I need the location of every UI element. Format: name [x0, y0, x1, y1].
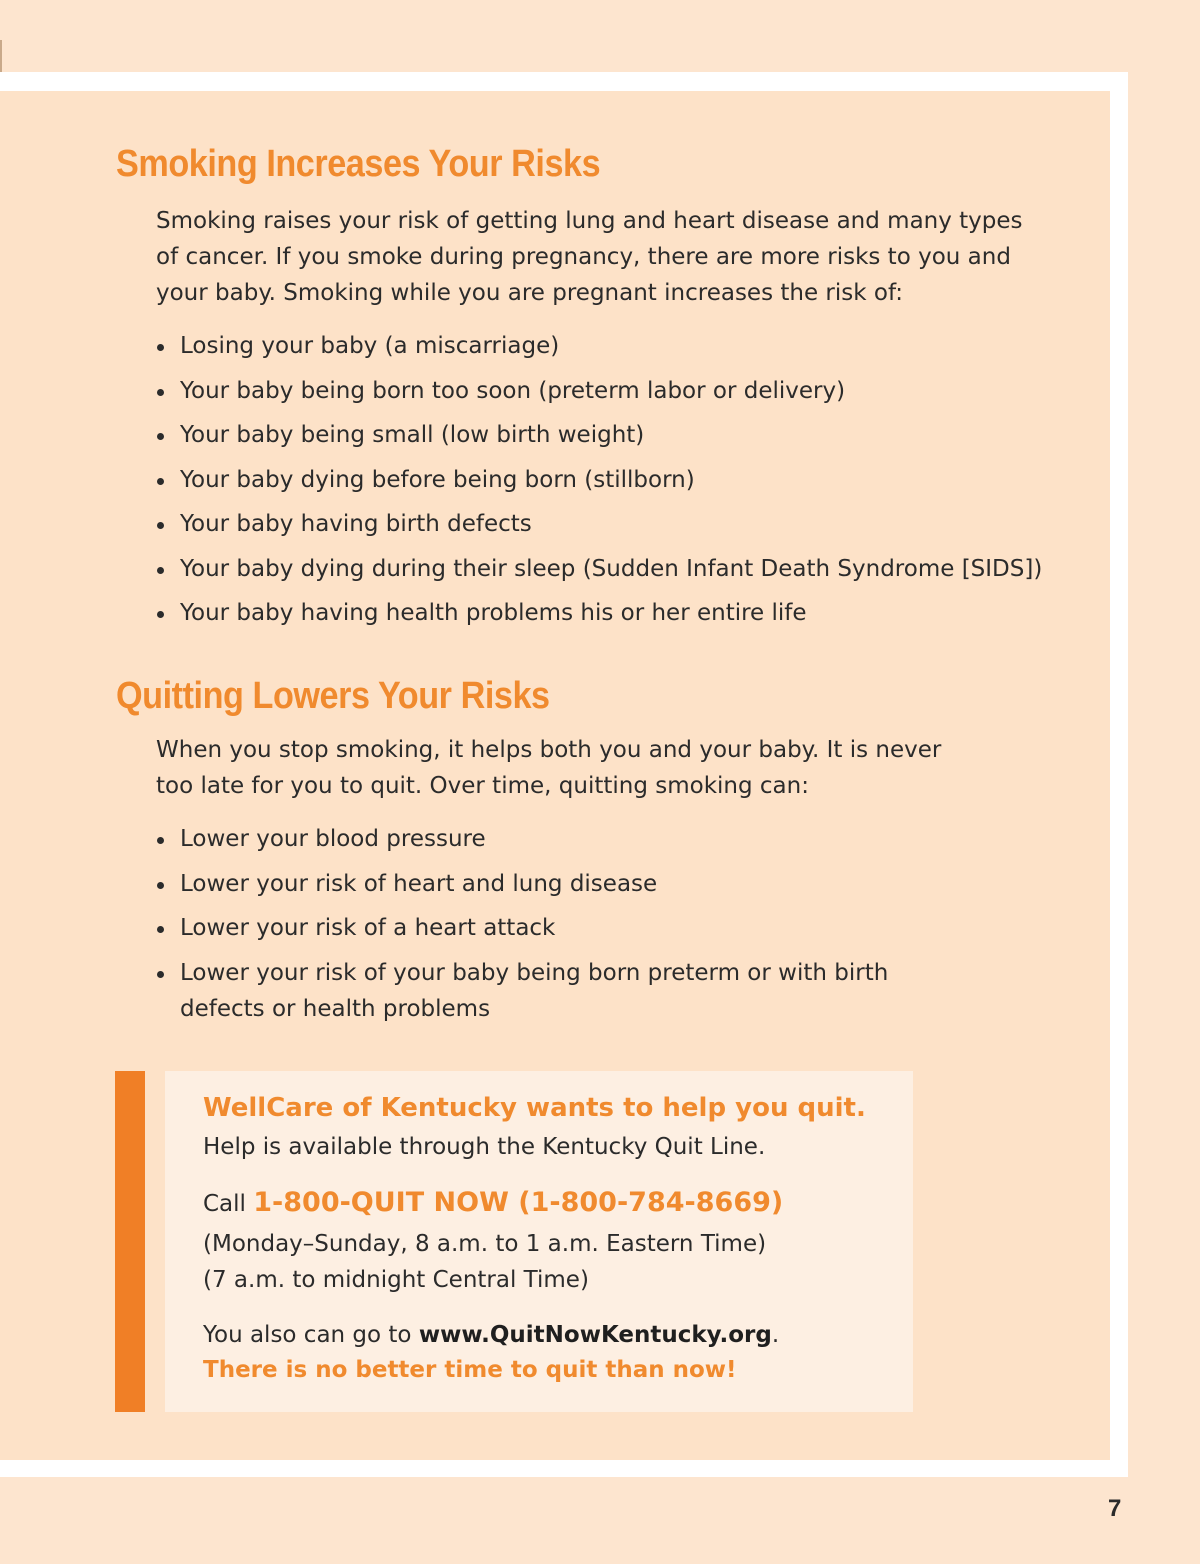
web-suffix: .: [771, 1322, 780, 1348]
list-item: [156, 955, 916, 1027]
list-item-text: Lower your risk of heart and lung disease: [180, 870, 658, 897]
list-item-text: Lower your risk of a heart attack: [180, 915, 556, 941]
quit-line-callout: [165, 1071, 913, 1412]
smoking-risks-list: [156, 328, 1042, 640]
callout-hours-central: (7 a.m. to midnight Central Time): [203, 1267, 589, 1293]
list-item: [156, 373, 1042, 409]
list-item: [156, 821, 916, 857]
bullet-icon: [157, 478, 164, 485]
bullet-icon: [157, 389, 164, 396]
list-item-text: Lower your blood pressure: [180, 826, 486, 852]
call-prefix: Call: [203, 1191, 254, 1217]
list-item-text: Losing your baby (a miscarriage): [180, 333, 560, 359]
bullet-icon: [157, 837, 164, 844]
list-item-text: Your baby having birth defects: [180, 511, 532, 537]
list-item-text: Your baby being small (low birth weight): [180, 422, 645, 448]
bullet-icon: [157, 433, 164, 440]
list-item: [156, 551, 1042, 587]
section-title-smoking-risks: Smoking Increases Your Risks: [116, 143, 601, 185]
callout-call-line: [203, 1187, 783, 1218]
callout-title: WellCare of Kentucky wants to help you quit.: [203, 1093, 866, 1123]
bullet-icon: [157, 971, 164, 978]
list-item-text: Your baby dying before being born (stillborn): [180, 466, 695, 493]
bullet-icon: [157, 522, 164, 529]
section-title-quitting-risks: Quitting Lowers Your Risks: [116, 675, 550, 717]
list-item-text: Lower your risk of your baby being born preterm or with birth defects or health problems: [180, 959, 889, 1022]
callout-accent-bar: [115, 1071, 145, 1412]
list-item: [156, 595, 1042, 631]
bullet-icon: [157, 567, 164, 574]
list-item: [156, 328, 1042, 364]
list-item: [156, 866, 916, 902]
list-item: [156, 462, 1042, 498]
bullet-icon: [157, 926, 164, 933]
list-item: [156, 506, 1042, 542]
list-item-text: Your baby being born too soon (preterm labor or delivery): [180, 377, 846, 404]
section-intro-smoking-risks: Smoking raises your risk of getting lung and heart disease and many types of cancer. If you smoke during pregnancy, there are more risks to you and your baby. Smoking while you are pregnant increases the risk of:: [156, 208, 1023, 306]
quit-line-phone[interactable]: 1-800-QUIT NOW (1-800-784-8669): [253, 1187, 784, 1218]
list-item-text: Your baby dying during their sleep (Sudden Infant Death Syndrome [SIDS]): [180, 555, 1043, 582]
list-item-text: Your baby having health problems his or her entire life: [180, 600, 807, 626]
callout-help-text: Help is available through the Kentucky Quit Line.: [203, 1134, 766, 1160]
callout-cta: There is no better time to quit than now!: [203, 1357, 737, 1383]
page-number: 7: [1108, 1495, 1122, 1522]
list-item: [156, 417, 1042, 453]
bullet-icon: [157, 882, 164, 889]
list-item: [156, 910, 916, 946]
bullet-icon: [157, 611, 164, 618]
section-intro-quitting-risks: When you stop smoking, it helps both you and your baby. It is never too late for you to quit. Over time, quitting smoking can:: [156, 737, 942, 799]
quitting-benefits-list: [156, 821, 916, 1035]
callout-hours-eastern: (Monday–Sunday, 8 a.m. to 1 a.m. Eastern Time): [203, 1231, 767, 1257]
quit-now-url-link[interactable]: www.QuitNowKentucky.org: [418, 1322, 772, 1348]
web-prefix: You also can go to: [203, 1322, 419, 1348]
callout-web-line: [203, 1322, 779, 1348]
bullet-icon: [157, 344, 164, 351]
